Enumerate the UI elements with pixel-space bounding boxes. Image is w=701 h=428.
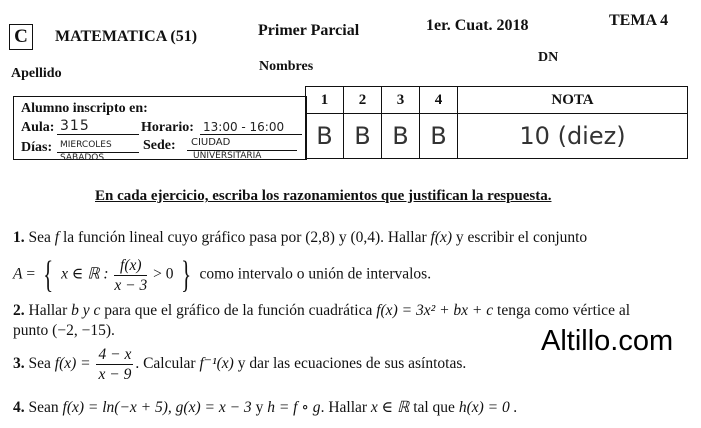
q1-text-a: Sea [28,229,51,246]
sede-underline [187,150,297,151]
q1-line2-tail: como intervalo o unión de intervalos. [199,265,432,283]
grade-header-1: 1 [306,87,344,114]
q1-left-brace: { [43,254,54,296]
q1-frac-num: f(x) [114,256,147,276]
sede-value-2: UNIVERSITARIA [193,151,262,161]
q2-text-a: Hallar [28,302,68,319]
q1-set-name: A [13,265,23,283]
q4-f-def: f(x) = ln(−x + 5), [62,399,172,416]
q3-frac-den: x − 9 [98,366,132,383]
q2-text-c: tenga como vértice al [497,302,631,319]
watermark-logo: Altillo.com [541,325,674,357]
aula-underline [57,134,139,135]
aula-value: 315 [60,118,90,134]
aula-label: Aula: [21,120,55,135]
q3-fx-eq: f(x) = [54,355,91,373]
grade-value-3: B [382,114,420,159]
q4-text-a: Sean [28,399,59,416]
dias-value-1: MIERCOLES [60,140,112,150]
question-2-number: 2. [13,302,25,319]
grade-header-3: 3 [382,87,420,114]
dias-label: Días: [21,140,53,155]
question-2-line-2: punto (−2, −15). [13,322,115,339]
tema-letter-box: C [9,24,33,50]
q4-text-b: y [255,399,264,416]
question-2-line-1 [13,302,630,320]
dias-value-2: SABADOS [60,153,105,163]
q3-frac-num: 4 − x [98,346,132,363]
q4-domain: x ∈ ℝ [370,399,410,416]
horario-value: 13:00 - 16:00 [203,120,285,134]
question-3-number: 3. [13,355,25,373]
q4-h-def: h = f ∘ g [267,399,321,416]
q1-text-b: la función lineal cuyo gráfico pasa por (2,8) y (0,4). Hallar [62,229,427,246]
q1-frac-den: x − 3 [114,276,148,294]
q1-text-c: y escribir el conjunto [455,229,588,246]
grade-value-4: B [420,114,458,159]
q4-eq: h(x) = 0 . [458,399,518,416]
q3-inverse: f⁻¹(x) [199,355,234,373]
q3-fraction [96,345,133,384]
sede-value-1: CIUDAD [191,137,231,148]
q2-vars: b y c [71,302,101,319]
dias-underline [57,152,139,153]
grade-value-2: B [344,114,382,159]
course-title: MATEMATICA (51) [55,28,198,45]
grades-table [305,86,688,159]
question-1-number: 1. [13,229,25,246]
q4-text-d: tal que [413,399,455,416]
q3-text-b: . Calcular [135,355,196,373]
nombres-label: Nombres [259,59,314,74]
q1-f: f [54,229,60,246]
q1-fx: f(x) [430,229,453,246]
horario-label: Horario: [141,120,194,135]
q1-right-brace: } [181,254,192,296]
instruction-text: En cada ejercicio, escriba los razonamientos que justifican la respuesta. [95,188,552,204]
q1-fraction [114,256,147,295]
nota-header: NOTA [458,87,688,114]
nota-value: 10 (diez) [458,114,688,159]
exam-title: Primer Parcial [258,22,360,39]
horario-underline [200,134,302,135]
question-4-number: 4. [13,399,25,416]
q4-text-c: . Hallar [320,399,368,416]
term-label: 1er. Cuat. 2018 [426,17,529,34]
question-1-line-2: A = { x ∈ ℝ : $\frac{f(x)}{x - 3}$ > 0 } como intervalo o unión de intervalos. [13,254,432,296]
grade-header-4: 4 [420,87,458,114]
q2-formula: f(x) = 3x² + bx + c [376,302,494,319]
q1-set-lhs: x ∈ ℝ : [61,265,109,283]
apellido-label: Apellido [11,66,62,81]
student-box-title: Alumno inscripto en: [21,101,148,116]
q3-text-c: y dar las ecuaciones de sus asíntotas. [237,355,467,373]
q2-text-b: para que el gráfico de la función cuadrática [104,302,373,319]
tema-label: TEMA 4 [609,12,669,29]
dni-label: DN [538,50,559,65]
q4-g-def: g(x) = x − 3 [175,399,252,416]
grade-header-2: 2 [344,87,382,114]
q3-text-a: Sea [28,355,51,373]
sede-label: Sede: [143,138,176,153]
question-1-line-1 [13,229,587,247]
grade-value-1: B [306,114,344,159]
question-4-line [13,398,517,417]
q1-set-cond: > 0 [153,265,174,283]
question-3-line [13,345,466,384]
